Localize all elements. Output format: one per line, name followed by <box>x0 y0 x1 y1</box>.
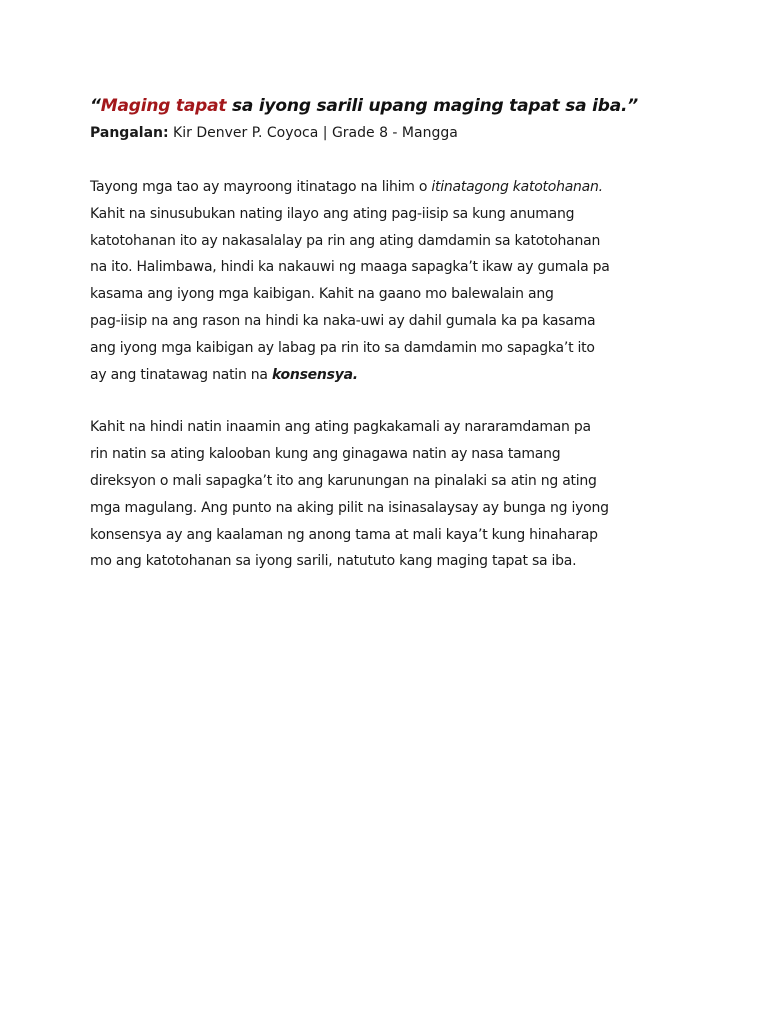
paragraph-1-line-2: Kahit na sinusubukan nating ilayo ang ating pag-iisip sa kung anumang <box>90 205 575 222</box>
paragraph-1-italic-phrase: itinatagong katotohanan. <box>431 179 603 195</box>
paragraph-1-line-3: katotohanan ito ay nakasalalay pa rin ang ating damdamin sa katotohanan <box>90 232 601 249</box>
paragraph-1-line-8 <box>90 362 690 389</box>
paragraph-2-line-2: rin natin sa ating kalooban kung ang ginagawa natin ay nasa tamang <box>90 446 561 463</box>
paragraph-1-line-1 <box>90 174 690 201</box>
paragraph-2-line-6: mo ang katotohanan sa iyong sarili, natututo kang maging tapat sa iba. <box>90 553 577 570</box>
paragraph-2-line-4: mga magulang. Ang punto na aking pilit na isinasalaysay ay bunga ng iyong <box>90 499 609 516</box>
title-open-quote: “ <box>90 96 101 116</box>
paragraph-1-line-7: ang iyong mga kaibigan ay labag pa rin ito sa damdamin mo sapagka’t ito <box>90 339 595 356</box>
paragraph-1-keyword: konsensya. <box>271 366 358 383</box>
title-accent-text: Maging tapat <box>100 96 227 116</box>
author-line <box>90 120 690 146</box>
paragraph-1-line-8-text: ay ang tinatawag natin na <box>90 366 272 383</box>
author-label: Pangalan: <box>90 125 169 141</box>
title-rest-text: sa iyong sarili upang maging tapat sa iba.” <box>226 96 639 116</box>
essay-title <box>90 92 690 120</box>
paragraph-2-line-3: direksyon o mali sapagka’t ito ang karunungan na pinalaki sa atin ng ating <box>90 472 597 489</box>
paragraph-1 <box>90 174 690 388</box>
paragraph-2 <box>90 414 690 575</box>
paragraph-1-line-4: na ito. Halimbawa, hindi ka nakauwi ng maaga sapagka’t ikaw ay gumala pa <box>90 259 610 276</box>
paragraph-1-line-6: pag-iisip na ang rason na hindi ka naka-uwi ay dahil gumala ka pa kasama <box>90 312 596 329</box>
paragraph-2-line-1: Kahit na hindi natin inaamin ang ating pagkakamali ay nararamdaman pa <box>90 419 591 436</box>
document-page <box>90 92 690 575</box>
paragraph-2-line-5: konsensya ay ang kaalaman ng anong tama at mali kaya’t kung hinaharap <box>90 526 598 543</box>
paragraph-1-line-1-text: Tayong mga tao ay mayroong itinatago na lihim o <box>90 179 432 195</box>
author-value: Kir Denver P. Coyoca | Grade 8 - Mangga <box>168 125 458 141</box>
paragraph-1-line-5: kasama ang iyong mga kaibigan. Kahit na gaano mo balewalain ang <box>90 286 554 303</box>
